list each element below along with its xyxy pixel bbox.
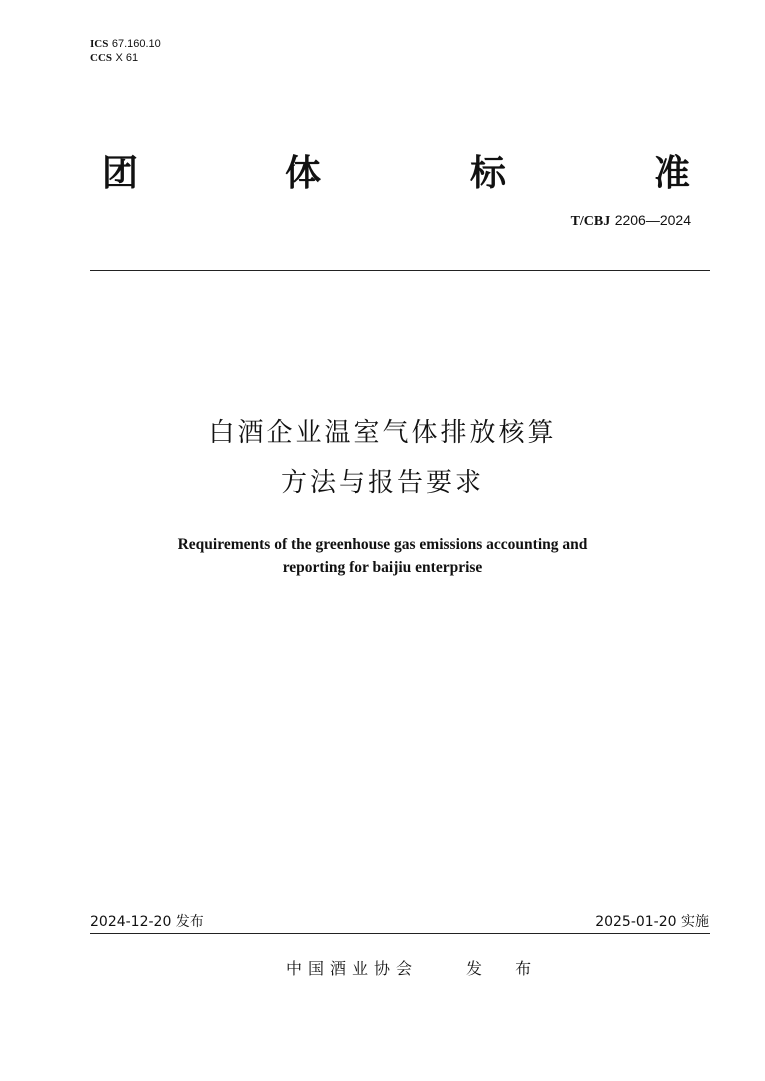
title-en-line-1: Requirements of the greenhouse gas emissions accounting and xyxy=(177,536,588,553)
standard-type-char-1: 团 xyxy=(102,153,139,194)
standard-number xyxy=(571,212,691,230)
title-cn-line-1: 白酒企业温室气体排放核算 xyxy=(208,418,557,448)
ics-code: 67.160.10 xyxy=(111,38,161,50)
implementation-date: 2025-01-20 实施 xyxy=(595,914,709,930)
ccs-line xyxy=(90,51,161,65)
classification-codes xyxy=(90,37,161,65)
ccs-code: X 61 xyxy=(115,52,139,64)
ccs-label: CCS xyxy=(90,52,113,64)
issue-date: 2024-12-20 发布 xyxy=(90,914,204,930)
header-divider xyxy=(90,270,710,271)
standard-type-char-4: 准 xyxy=(654,153,691,194)
standard-type-char-3: 标 xyxy=(470,153,507,194)
title-en-line-2: reporting for baijiu enterprise xyxy=(282,559,483,576)
footer-divider xyxy=(90,933,710,934)
publisher-name: 中国酒业协会 xyxy=(286,959,419,978)
standard-type-char-2: 体 xyxy=(285,153,322,194)
ics-line xyxy=(90,37,161,51)
standard-code: 2206—2024 xyxy=(614,212,691,228)
title-cn-line-2: 方法与报告要求 xyxy=(280,468,484,498)
ics-label: ICS xyxy=(90,38,109,50)
standard-prefix: T/CBJ xyxy=(570,214,611,229)
publish-label: 发 布 xyxy=(466,959,546,978)
